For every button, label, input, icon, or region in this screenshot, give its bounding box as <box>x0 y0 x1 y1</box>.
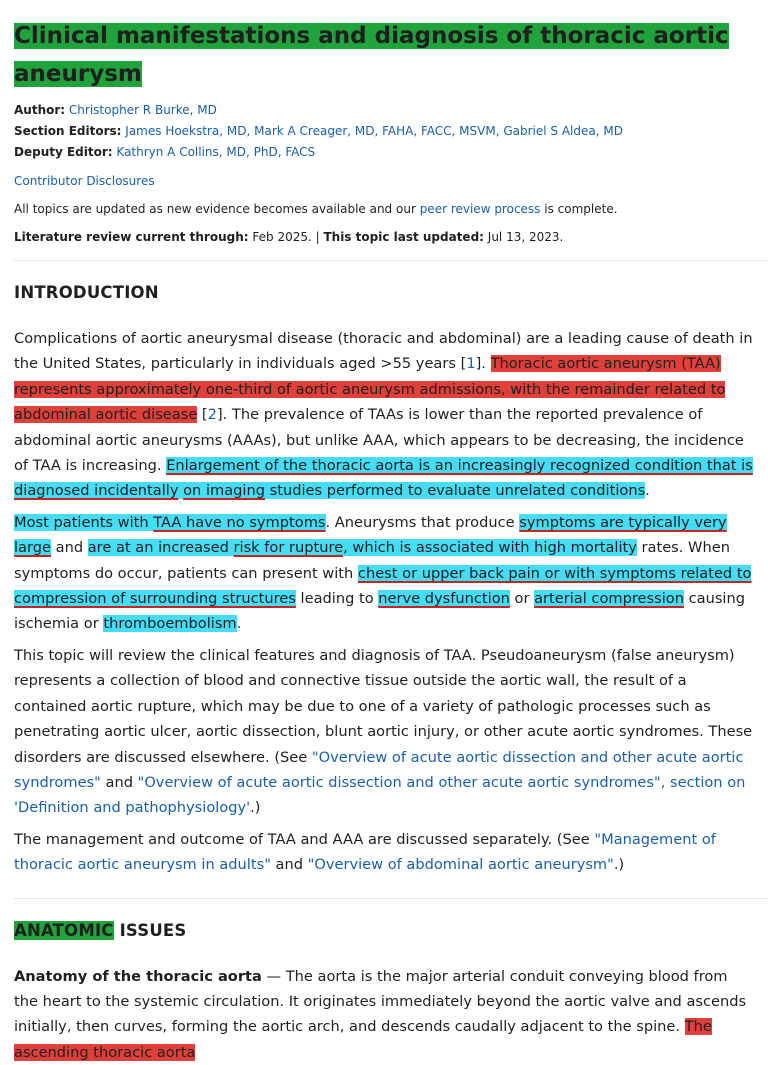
divider <box>14 260 768 261</box>
deputy-editor-link[interactable]: Kathryn A Collins, MD, PhD, FACS <box>116 145 316 159</box>
last-updated-value: Jul 13, 2023. <box>483 230 564 244</box>
contributor-disclosures-link[interactable]: Contributor Disclosures <box>14 174 155 188</box>
highlight-red: The ascending thoracic aorta <box>14 1018 712 1061</box>
text: — The aorta is the major arterial conduit conveying blood from the heart to the systemic circulation. It originates immediately beyond the aortic valve and ascends initially, then curves, forming the aortic arch, and descends caudally adjacent to the spine. <box>14 967 747 1036</box>
text: and <box>270 856 308 874</box>
last-updated-label: This topic last updated: <box>323 230 484 244</box>
highlight-cyan: TAA have no symptoms <box>153 513 326 531</box>
intro-paragraph-4 <box>14 827 754 878</box>
update-text-pre: All topics are updated as new evidence becomes available and our <box>14 202 420 216</box>
anatomic-paragraph-1 <box>14 964 754 1065</box>
highlight-cyan: are at an increased <box>87 539 234 557</box>
highlight-cyan: symptoms are typically very large <box>14 513 727 557</box>
intro-paragraph-3 <box>14 643 754 821</box>
divider <box>14 898 768 899</box>
peer-review-link[interactable]: peer review process <box>419 202 541 216</box>
highlight-cyan: nerve dysfunction <box>378 590 510 608</box>
article-title <box>14 0 754 93</box>
text: This topic will review the clinical features and diagnosis of TAA. Pseudoaneurysm (false aneurysm) represents a collection of blood and connective tissue outside the aortic wall, the result of a contained aortic rupture, which may be due to one of a variety of pathologic processes such as penetrating aortic ulcer, aortic dissection, blunt aortic injury, or other acute aortic syndromes. These disorders are discussed elsewhere. (See <box>14 646 753 766</box>
text: [ <box>197 406 208 424</box>
section-heading-anatomic-issues <box>14 917 754 945</box>
text: ]. <box>475 355 491 373</box>
highlight-red: Thoracic aortic aneurysm (TAA) represents approximately one-third of aortic aneurysm admissions, with the remainder related to abdominal aortic disease <box>14 355 726 424</box>
text: and <box>50 539 88 557</box>
highlight-cyan: on imaging <box>183 482 265 500</box>
disclosures-line <box>14 171 754 192</box>
text: and <box>100 773 138 791</box>
text: ]. The prevalence of TAAs is lower than the reported prevalence of abdominal aortic aneurysms (AAAs), but unlike AAA, which appears to be decreasing, the incidence of TAA is increasing. <box>14 406 744 475</box>
author-line <box>14 100 754 121</box>
update-text-post: is complete. <box>540 202 618 216</box>
text: .) <box>250 799 261 817</box>
lit-review-value: Feb 2025. | <box>248 230 324 244</box>
text: . Aneurysms that produce <box>325 513 520 531</box>
text: leading to <box>295 590 379 608</box>
section-editors-label: Section Editors: <box>14 124 122 138</box>
text: . <box>236 615 242 633</box>
heading-highlight: ANATOMIC <box>14 920 114 940</box>
text: Complications of aortic aneurysmal disease (thoracic and abdominal) are a leading cause of death in the United States, particularly in individuals aged >55 years [ <box>14 330 753 373</box>
subheading: Anatomy of the thoracic aorta <box>14 967 262 985</box>
text: .) <box>613 856 625 874</box>
topic-link[interactable]: "Management of thoracic aortic aneurysm in adults" <box>14 830 716 874</box>
author-link[interactable]: Christopher R Burke, MD <box>68 103 217 117</box>
text: causing ischemia or <box>14 590 745 633</box>
heading-text: ISSUES <box>113 920 187 940</box>
update-notice <box>14 199 754 220</box>
section-heading-introduction: INTRODUCTION <box>14 283 159 302</box>
deputy-editor-label: Deputy Editor: <box>14 145 113 159</box>
title-highlight: Clinical manifestations and diagnosis of thoracic aortic aneurysm <box>14 23 729 87</box>
topic-link[interactable]: "Overview of abdominal aortic aneurysm" <box>307 856 614 874</box>
highlight-cyan: arterial compression <box>534 590 684 608</box>
highlight-cyan: studies performed to evaluate unrelated conditions <box>265 482 646 500</box>
highlight-cyan: chest or upper back pain or with symptoms related to compression of surrounding structures <box>14 564 752 608</box>
topic-link[interactable]: "Overview of acute aortic dissection and other acute aortic syndromes" <box>14 748 744 791</box>
text: rates. When symptoms do occur, patients can present with <box>14 539 730 582</box>
deputy-editor-line <box>14 142 754 163</box>
text: or <box>509 590 535 608</box>
section-editors-link[interactable]: James Hoekstra, MD, Mark A Creager, MD, FAHA, FACC, MSVM, Gabriel S Aldea, MD <box>125 124 623 138</box>
lit-review-label: Literature review current through: <box>14 230 249 244</box>
reference-link[interactable]: 2 <box>207 406 217 424</box>
highlight-cyan: thromboembolism <box>103 615 237 633</box>
intro-paragraph-1 <box>14 326 754 504</box>
topic-link[interactable]: "Overview of acute aortic dissection and other acute aortic syndromes", section on 'Definition and pathophysiology' <box>14 773 746 817</box>
section-editors-line <box>14 121 754 142</box>
text: The management and outcome of TAA and AAA are discussed separately. (See <box>14 830 595 848</box>
review-dates <box>14 227 754 248</box>
highlight-cyan: , which is associated with high mortality <box>343 539 637 557</box>
highlight-cyan: Enlargement of the thoracic aorta is an increasingly recognized condition that is diagnosed incidentally <box>14 457 753 500</box>
highlight-cyan: Most patients with <box>14 513 154 531</box>
highlight-cyan: risk for rupture <box>233 539 344 557</box>
intro-paragraph-2 <box>14 510 754 637</box>
reference-link[interactable]: 1 <box>466 355 476 373</box>
text: . <box>645 482 650 500</box>
author-label: Author: <box>14 103 66 117</box>
